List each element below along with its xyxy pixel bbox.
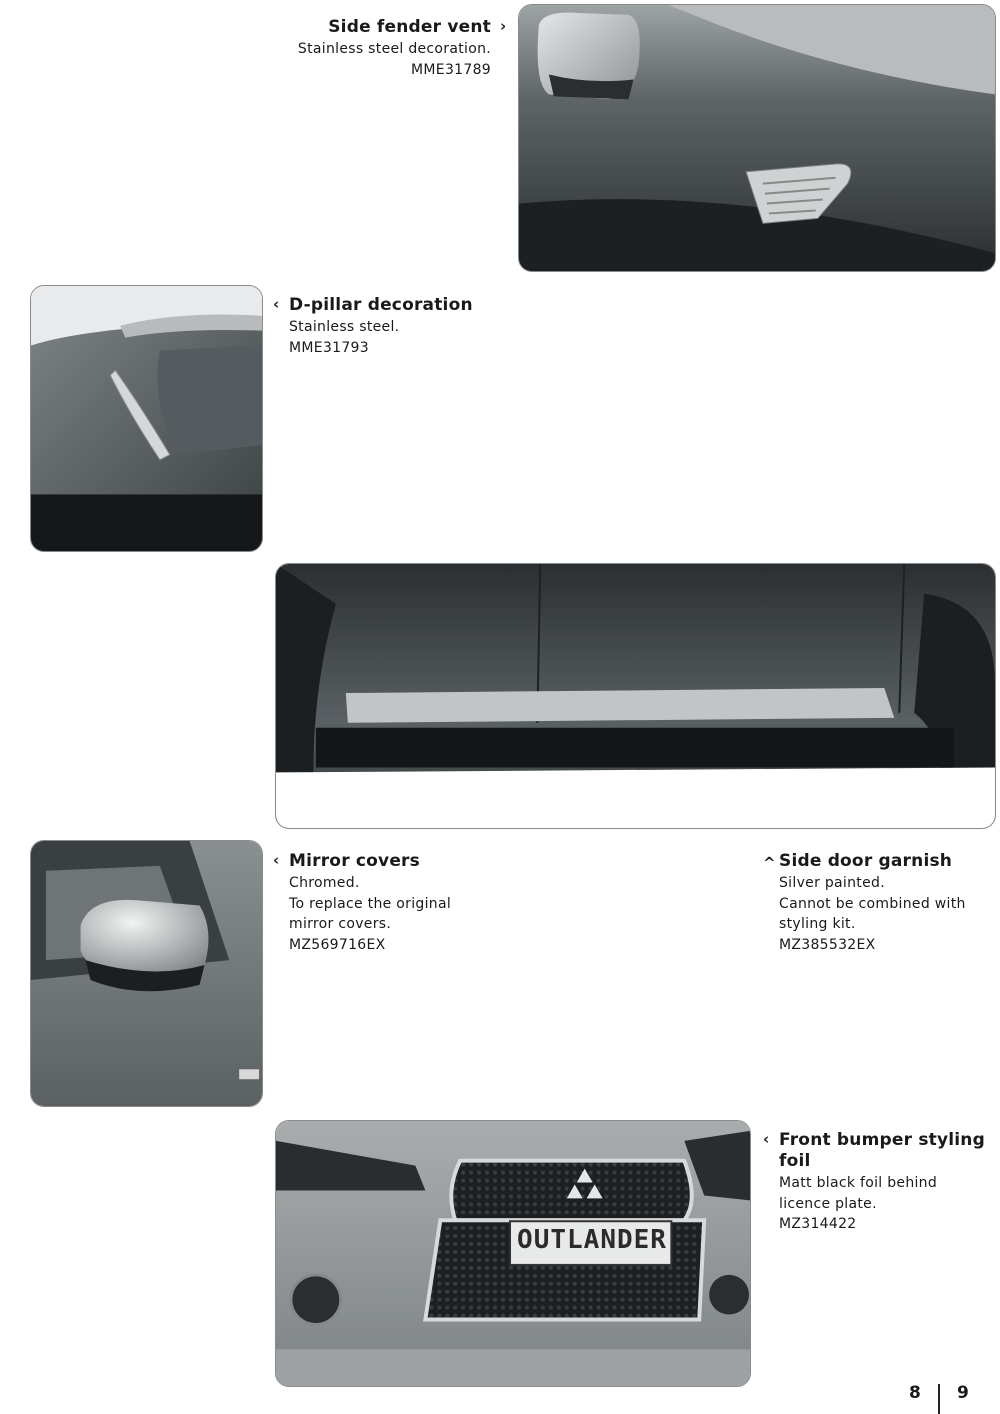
side-door-garnish-desc-3: styling kit.: [779, 916, 856, 932]
side-door-garnish-code: MZ385532EX: [779, 936, 876, 953]
mirror-covers-code: MZ569716EX: [289, 936, 386, 953]
side-fender-vent-code: MME31789: [411, 61, 491, 78]
side-door-garnish-photo: [275, 563, 996, 829]
side-fender-vent-title: Side fender vent: [328, 17, 491, 37]
d-pillar-desc: Stainless steel.: [289, 319, 400, 335]
pointer-left-icon: ‹: [273, 851, 280, 869]
pointer-left-icon: ‹: [273, 295, 280, 313]
front-bumper-desc-1: Matt black foil behind: [779, 1175, 938, 1191]
side-fender-vent-photo: [518, 4, 996, 272]
mirror-covers-desc-2: To replace the original: [289, 895, 452, 912]
front-bumper-title-2: foil: [779, 1151, 811, 1171]
front-bumper-caption: [779, 1130, 994, 1235]
d-pillar-title: D-pillar decoration: [289, 295, 473, 315]
side-door-garnish-desc-1: Silver painted.: [779, 875, 885, 891]
front-bumper-code: MZ314422: [779, 1216, 857, 1232]
side-fender-vent-caption: [240, 17, 491, 80]
side-door-garnish-caption: [779, 851, 994, 955]
licence-plate-text: OUTLANDER: [517, 1225, 667, 1255]
d-pillar-photo: [30, 285, 263, 552]
front-bumper-photo: [275, 1120, 751, 1387]
pointer-left-icon: ‹: [763, 1130, 770, 1148]
page-number-divider: [938, 1384, 940, 1414]
pointer-right-icon: ›: [500, 17, 507, 35]
pointer-up-icon: ^: [763, 854, 776, 872]
d-pillar-caption: [289, 295, 589, 358]
mirror-covers-desc-1: Chromed.: [289, 875, 360, 891]
d-pillar-code: MME31793: [289, 339, 369, 356]
side-fender-vent-desc: Stainless steel decoration.: [297, 41, 491, 57]
mirror-covers-desc-3: mirror covers.: [289, 916, 392, 932]
mirror-covers-photo: [30, 840, 263, 1107]
front-bumper-title-1: Front bumper styling: [779, 1130, 985, 1150]
page-number-right: 9: [957, 1383, 969, 1403]
mirror-covers-title: Mirror covers: [289, 851, 420, 871]
page-number-left: 8: [909, 1383, 921, 1403]
side-door-garnish-title: Side door garnish: [779, 851, 953, 871]
mirror-covers-caption: [289, 851, 589, 955]
side-door-garnish-desc-2: Cannot be combined with: [779, 895, 966, 912]
front-bumper-desc-2: licence plate.: [779, 1195, 877, 1212]
